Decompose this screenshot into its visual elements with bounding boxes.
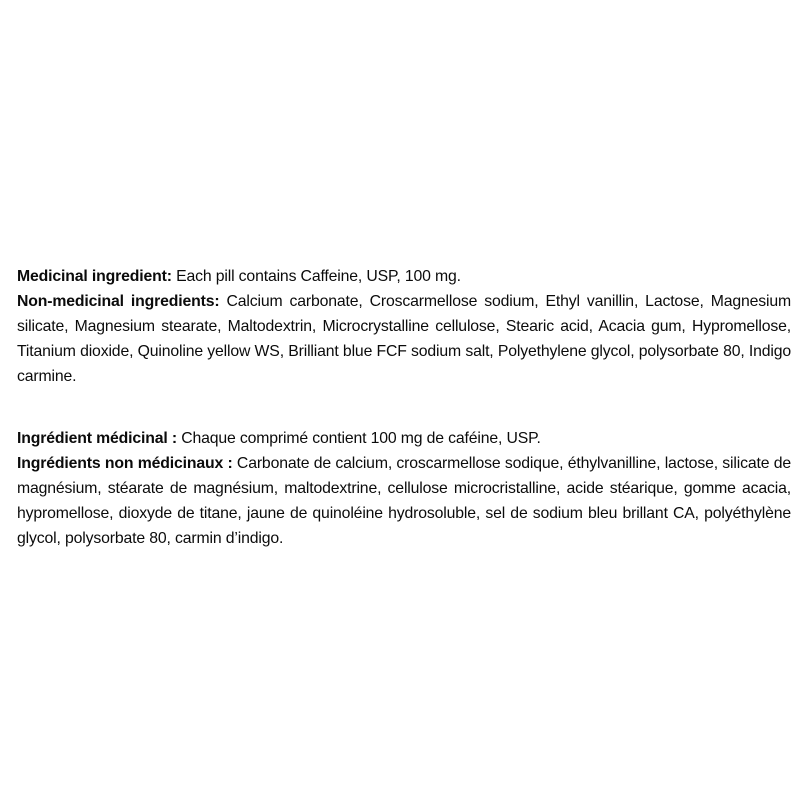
non-medicinal-ingredients-line bbox=[17, 289, 791, 389]
ingredients-non-medicinaux-text: Carbonate de calcium, croscarmellose sodique, éthylvanilline, lactose, silicate de magnésium, stéarate de magnésium, maltodextrine, cellulose microcristalline, acide stéarique, gomme acacia, hypromellose, dioxyde de titane, jaune de quinoléine hydrosoluble, sel de sodium bleu brillant CA, polyéthylène glycol, polysorbate 80, carmin d’indigo. bbox=[17, 455, 792, 547]
ingredient-medicinal-line bbox=[17, 426, 791, 451]
ingredient-medicinal-text: Chaque comprimé contient 100 mg de caféine, USP. bbox=[176, 430, 541, 447]
ingredients-panel bbox=[17, 264, 791, 551]
ingredients-non-medicinaux-heading: Ingrédients non médicinaux : bbox=[17, 455, 233, 472]
ingredients-non-medicinaux-line bbox=[17, 451, 791, 551]
french-ingredients-block bbox=[17, 426, 791, 551]
medicinal-ingredient-line bbox=[17, 264, 791, 289]
medicinal-ingredient-heading: Medicinal ingredient: bbox=[17, 268, 172, 285]
english-ingredients-block bbox=[17, 264, 791, 389]
non-medicinal-ingredients-text: Calcium carbonate, Croscarmellose sodium, Ethyl vanillin, Lactose, Magnesium silicate, Magnesium stearate, Maltodextrin, Microcrystalline cellulose, Stearic acid, Acacia gum, Hypromellose, Titanium dioxide, Quinoline yellow WS, Brilliant blue FCF sodium salt, Polyethylene glycol, polysorbate 80, Indigo carmine. bbox=[17, 293, 791, 385]
ingredient-medicinal-heading: Ingrédient médicinal : bbox=[17, 430, 177, 447]
medicinal-ingredient-text: Each pill contains Caffeine, USP, 100 mg. bbox=[171, 268, 461, 285]
non-medicinal-ingredients-heading: Non-medicinal ingredients: bbox=[17, 293, 220, 310]
